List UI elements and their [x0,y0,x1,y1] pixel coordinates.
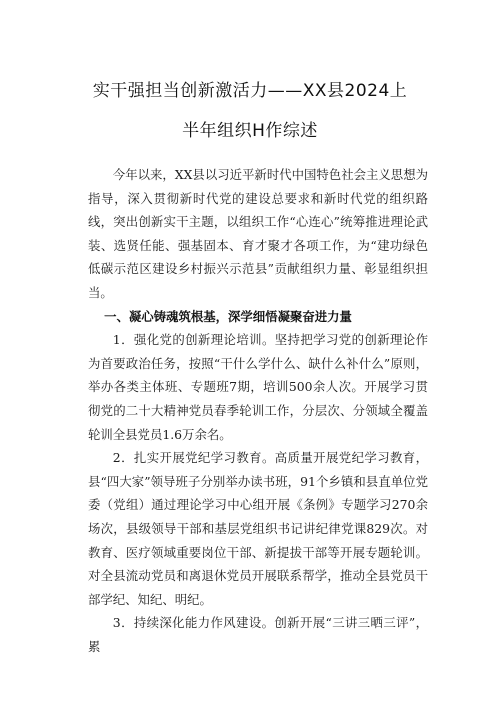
section-heading-1: 一、凝心铸魂筑根基，深学细悟凝聚奋进力量 [104,308,352,324]
document-title-line-2: 半年组织H作综述 [182,121,318,141]
body-paragraph-3: 3．持续深化能力作风建设。创新开展“三讲三晒三评”，累 [88,615,428,654]
body-paragraph-2: 2．扎实开展党纪学习教育。高质量开展党纪学习教育，县“四大家”领导班子分别举办读书班，91个乡镇和县直单位党委（党组）通过理论学习中心组开展《条例》专题学习270余场次，县级领导干部和基层党组织书记讲纪律党课829次。对教育、医疗领域重要岗位干部、新提拔干部等开展专题轮训。对全县流动党员和离退休党员开展联系帮学，推动全县党员干部学纪、知纪、明纪。 [88,450,428,607]
body-paragraph-1: 1．强化党的创新理论培训。坚持把学习党的创新理论作为首要政治任务，按照“干什么学什么、缺什么补什么”原则，举办各类主体班、专题班7期，培训500余人次。开展学习贯彻党的二十大精神党员春季轮训工作，分层次、分领域全覆盖轮训全县党员1.6万余名。 [88,332,428,442]
intro-paragraph: 今年以来，XX县以习近平新时代中国特色社会主义思想为指导，深入贯彻新时代党的建设总要求和新时代党的组织路线，突出创新实干主题，以组织工作“心连心”统筹推进理论武装、选贤任能、强基固本、育才聚才各项工作，为“建功绿色低碳示范区建设乡村振兴示范县”贡献组织力量、彰显组织担当。 [88,167,428,300]
document-body [88,163,428,658]
document-title-line-1: 实干强担当创新激活力——XX县2024上 [92,81,408,101]
